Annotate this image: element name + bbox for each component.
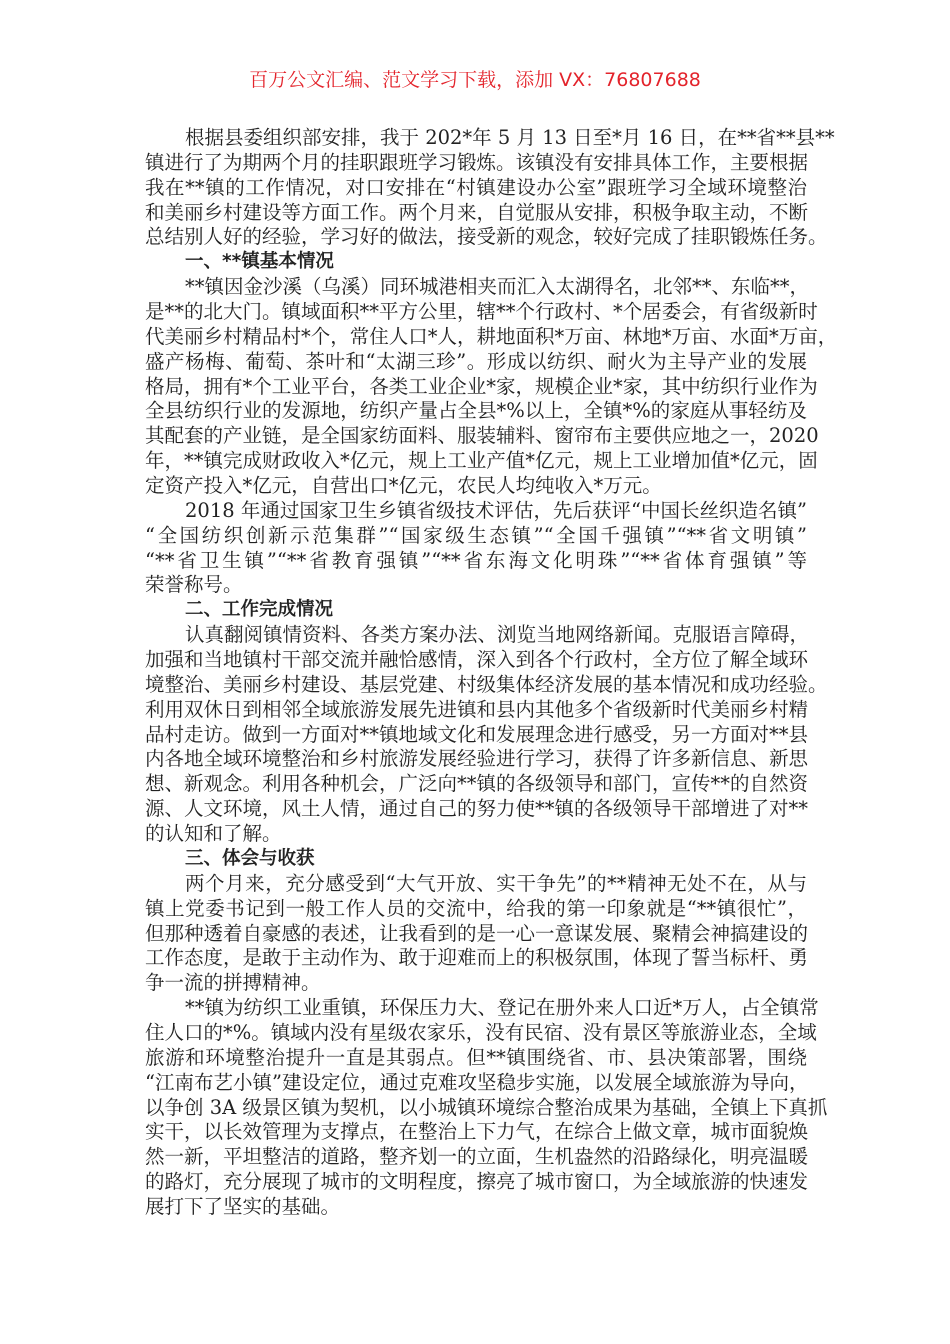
paragraph-line: 实干，以长效管理为支撑点，在整治上下力气，在综合上做文章，城市面貌焕 (145, 1120, 809, 1144)
paragraph-line: 想、新观念。利用各种机会，广泛向**镇的各级领导和部门，宣传**的自然资 (145, 772, 809, 796)
paragraph-line: “**省卫生镇”“**省教育强镇”“**省东海文化明珠”“**省体育强镇”等 (145, 548, 807, 572)
paragraph-line: 定资产投入*亿元，自营出口*亿元，农民人均纯收入*万元。 (145, 474, 662, 498)
paragraph-line: 我在**镇的工作情况，对口安排在“村镇建设办公室”跟班学习全域环境整治 (145, 175, 807, 199)
paragraph-line: 争一流的拼搏精神。 (145, 971, 321, 995)
paragraph-line: 两个月来，充分感受到“大气开放、实干争先”的**精神无处不在，从与 (185, 871, 807, 895)
paragraph-line: 以争创 3A 级景区镇为契机，以小城镇环境综合整治成果为基础，全镇上下真抓 (145, 1095, 828, 1119)
paragraph-line: “江南布艺小镇”建设定位，通过克难攻坚稳步实施，以发展全域旅游为导向， (145, 1070, 809, 1094)
paragraph-line: 其配套的产业链，是全国家纺面料、服装辅料、窗帘布主要供应地之一，2020 (145, 424, 819, 448)
paragraph-line: 的认知和了解。 (145, 822, 282, 846)
paragraph-line: 利用双休日到相邻全域旅游发展先进镇和县内其他多个省级新时代美丽乡村精 (145, 697, 809, 721)
paragraph-line: 2018 年通过国家卫生乡镇省级技术评估，先后获评“中国长丝织造名镇” (185, 498, 807, 522)
paragraph-line: 年，**镇完成财政收入*亿元，规上工业产值*亿元，规上工业增加值*亿元，固 (145, 449, 818, 473)
paragraph-line: 加强和当地镇村干部交流并融恰感情，深入到各个行政村，全方位了解全域环 (145, 648, 809, 672)
paragraph (145, 623, 828, 847)
paragraph-line: 然一新，平坦整洁的道路，整齐划一的立面，生机盎然的沿路绿化，明亮温暖 (145, 1145, 809, 1169)
section-heading (145, 250, 807, 275)
heading-text: 一、**镇基本情况 (185, 251, 334, 273)
paragraph (145, 872, 807, 996)
paragraph-line: 代美丽乡村精品村*个，常住人口*人，耕地面积*万亩、林地*万亩、水面*万亩， (145, 324, 838, 348)
paragraph-line: 展打下了坚实的基础。 (145, 1194, 341, 1218)
download-banner: 百万公文汇编、范文学习下载，添加 VX：76807688 (249, 69, 701, 91)
paragraph-line: 格局，拥有*个工业平台，各类工业企业*家，规模企业*家，其中纺织行业作为 (145, 374, 818, 398)
paragraph-line: 境整治、美丽乡村建设、基层党建、村级集体经济发展的基本情况和成功经验。 (145, 672, 828, 696)
paragraph-line: 工作态度，是敢于主动作为、敢于迎难而上的积极氛围，体现了誓当标杆、勇 (145, 946, 809, 970)
paragraph-line: 镇上党委书记到一般工作人员的交流中，给我的第一印象就是“**镇很忙”， (145, 896, 807, 920)
document-body (145, 126, 838, 1220)
paragraph-line: 认真翻阅镇情资料、各类方案办法、浏览当地网络新闻。克服语言障碍， (185, 623, 810, 647)
paragraph-line: 内各地全域环境整治和乡村旅游发展经验进行学习，获得了许多新信息、新思 (145, 747, 809, 771)
paragraph-line: 镇进行了为期两个月的挂职跟班学习锻炼。该镇没有安排具体工作，主要根据 (145, 150, 809, 174)
paragraph-line: 和美丽乡村建设等方面工作。两个月来，自觉服从安排，积极争取主动，不断 (145, 200, 809, 224)
paragraph-line: 是**的北大门。镇域面积**平方公里，辖**个行政村、*个居委会，有省级新时 (145, 300, 818, 324)
paragraph (145, 996, 828, 1220)
paragraph-line: 全县纺织行业的发源地，纺织产量占全县*%以上，全镇*%的家庭从事轻纺及 (145, 399, 807, 423)
paragraph-line: 总结别人好的经验，学习好的做法，接受新的观念，较好完成了挂职锻炼任务。 (145, 225, 828, 249)
section-heading (145, 847, 807, 872)
paragraph-line: 根据县委组织部安排，我于 202*年 5 月 13 日至*月 16 日，在**省**县** (185, 126, 835, 149)
paragraph-line: 盛产杨梅、葡萄、茶叶和“太湖三珍”。形成以纺织、耐火为主导产业的发展 (145, 349, 807, 373)
paragraph-line: 的路灯，充分展现了城市的文明程度，擦亮了城市窗口，为全域旅游的快速发 (145, 1170, 809, 1194)
section-heading (145, 598, 807, 623)
heading-text: 三、体会与收获 (185, 847, 315, 869)
paragraph-line: **镇为纺织工业重镇，环保压力大、登记在册外来人口近*万人，占全镇常 (185, 996, 819, 1020)
paragraph (145, 126, 835, 250)
paragraph-line: 源、人文环境，风土人情，通过自己的努力使**镇的各级领导干部增进了对** (145, 797, 809, 821)
paragraph-line: 旅游和环境整治提升一直是其弱点。但**镇围绕省、市、县决策部署，围绕 (145, 1045, 807, 1069)
paragraph-line: 荣誉称号。 (145, 573, 243, 597)
paragraph-line: **镇因金沙溪（乌溪）同环城港相夹而汇入太湖得名，北邻**、东临**， (185, 275, 810, 299)
paragraph-line: 品村走访。做到一方面对**镇地域文化和发展理念进行感受，另一方面对**县 (145, 722, 809, 746)
paragraph (145, 275, 838, 499)
paragraph-line: 住人口的*%。镇域内没有星级农家乐，没有民宿、没有景区等旅游业态，全域 (145, 1020, 817, 1044)
paragraph-line: “全国纺织创新示范集群”“国家级生态镇”“全国千强镇”“**省文明镇” (145, 523, 807, 547)
paragraph (145, 499, 807, 598)
paragraph-line: 但那种透着自豪感的表述，让我看到的是一心一意谋发展、聚精会神搞建设的 (145, 921, 809, 945)
heading-text: 二、工作完成情况 (185, 599, 334, 621)
